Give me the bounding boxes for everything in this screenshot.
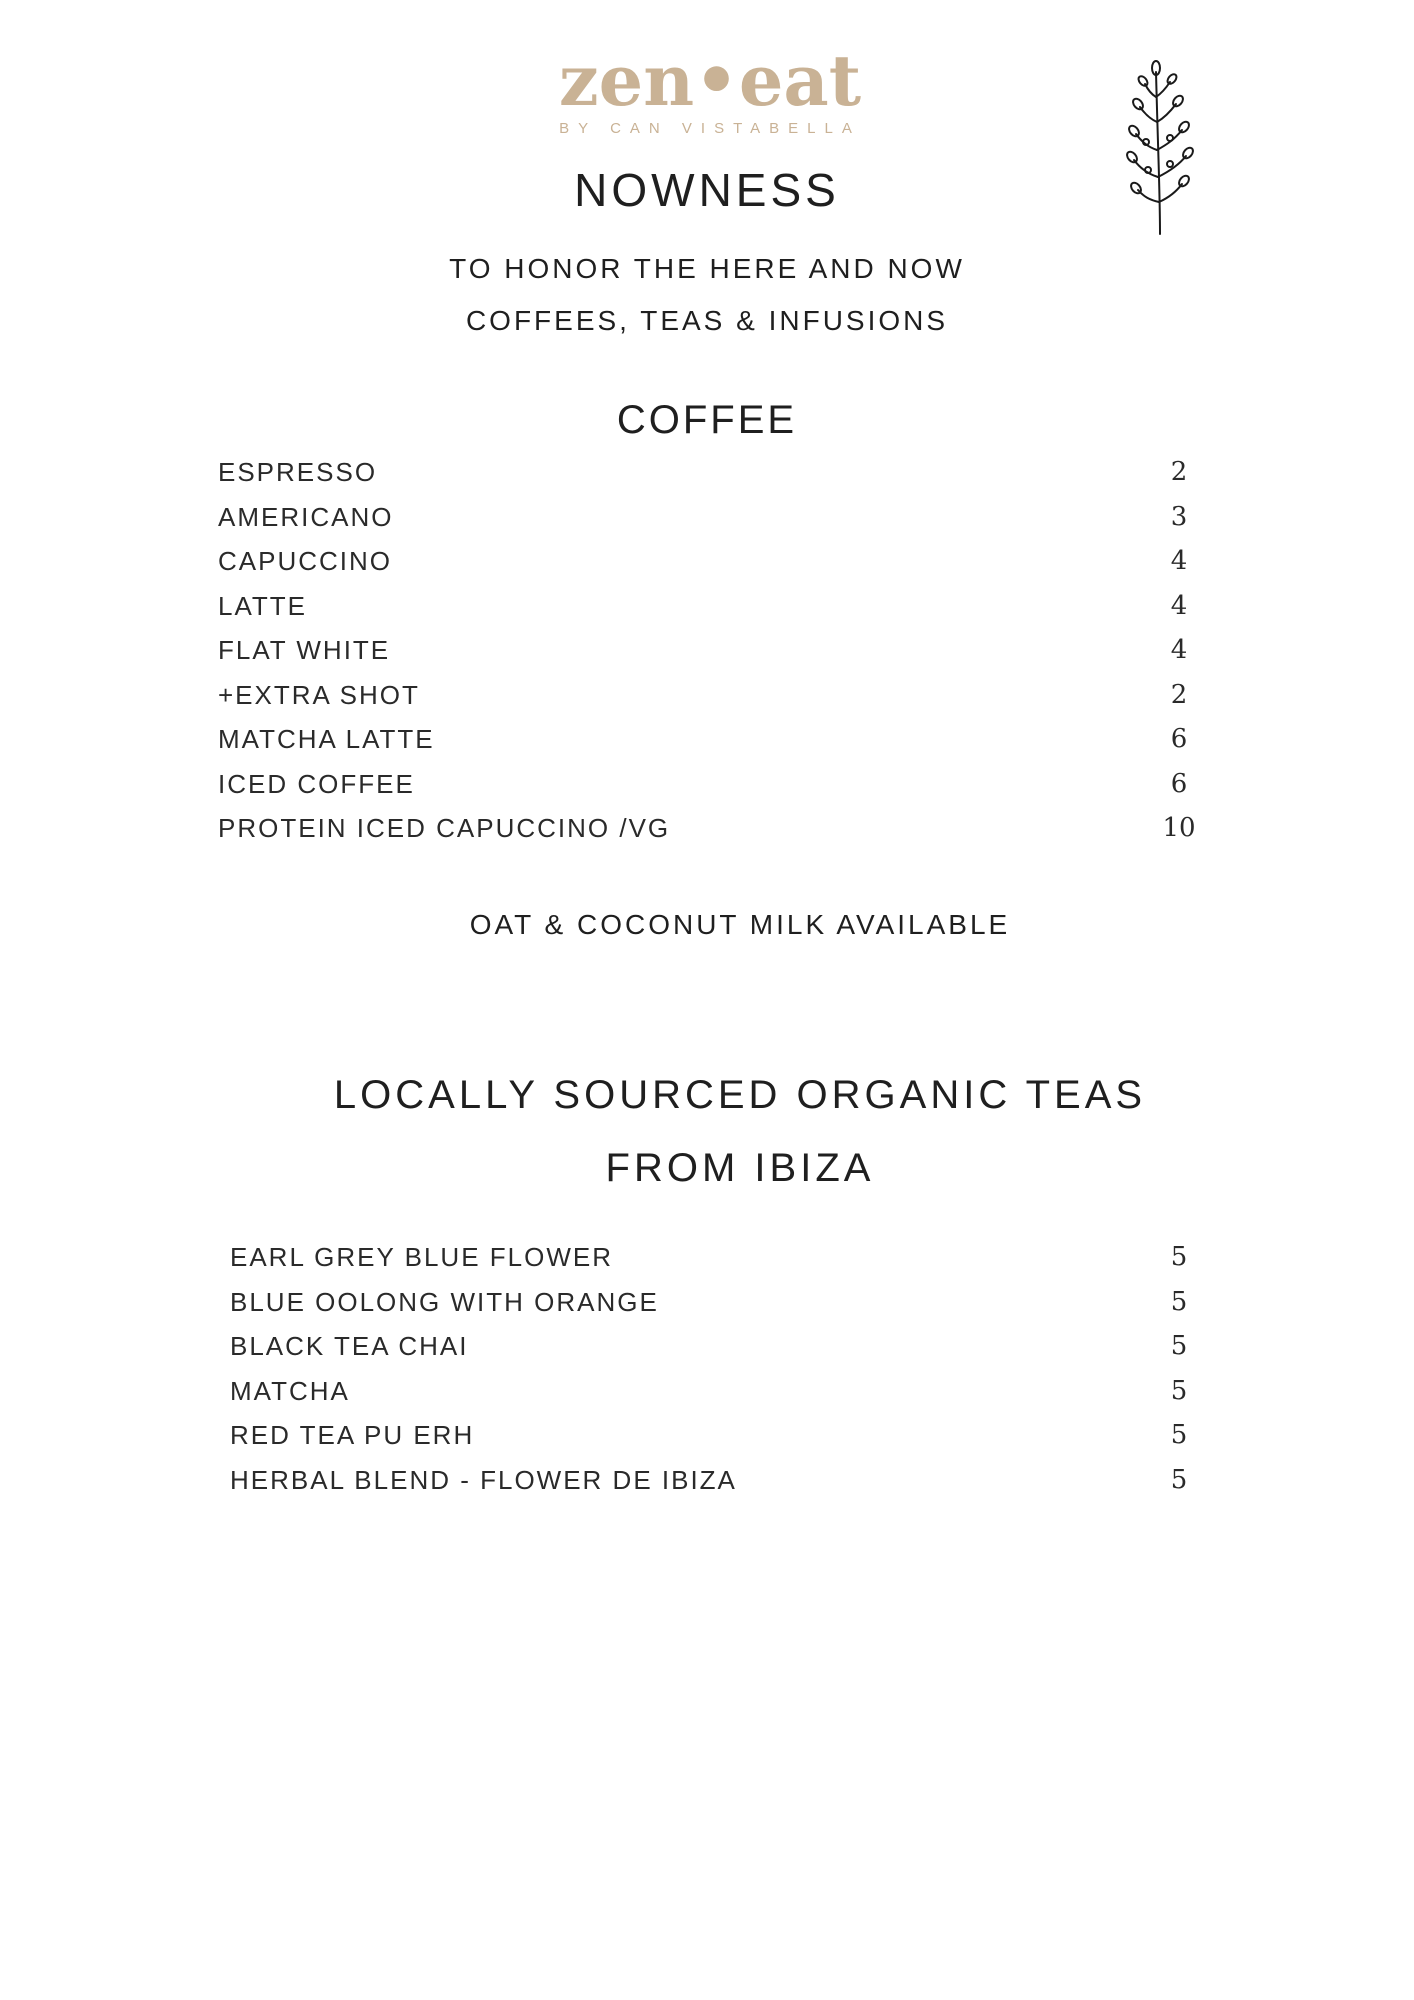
item-name: +EXTRA SHOT [218,679,420,710]
menu-item [230,1458,1199,1503]
menu-item [218,628,1199,673]
tagline-primary: TO HONOR THE HERE AND NOW [449,253,965,284]
item-name: HERBAL BLEND - FLOWER DE IBIZA [230,1464,737,1495]
item-price: 10 [1162,813,1196,843]
item-price: 4 [1170,635,1188,665]
item-price: 4 [1170,546,1188,576]
teas-section-title: LOCALLY SOURCED ORGANIC TEAS [333,1073,1147,1117]
menu-item [218,806,1199,851]
menu-item [218,450,1199,495]
item-price: 6 [1170,724,1188,754]
coffee-section-title: COFFEE [616,398,798,442]
item-name: PROTEIN ICED CAPUCCINO /VG [218,813,671,843]
menu-item [230,1324,1199,1369]
item-name: BLACK TEA CHAI [230,1331,469,1361]
tagline-secondary: COFFEES, TEAS & INFUSIONS [465,305,949,336]
item-name: FLAT WHITE [218,635,391,665]
item-name: MATCHA LATTE [218,724,435,754]
item-price: 5 [1170,1286,1188,1317]
logo-wordmark: zen•eat [558,39,862,122]
menu-item [230,1413,1199,1458]
item-price: 6 [1170,768,1188,799]
item-price: 5 [1170,1242,1188,1272]
logo-subtitle: BY CAN VISTABELLA [559,120,861,137]
menu-item [218,539,1199,584]
menu-item [230,1235,1199,1280]
menu-item [218,762,1199,807]
coffee-menu-list [218,450,1199,851]
item-price: 5 [1170,1464,1188,1495]
tea-menu-list [230,1235,1199,1502]
menu-item [230,1280,1199,1325]
teas-section-subtitle: FROM IBIZA [605,1146,875,1190]
item-name: LATTE [218,590,307,621]
item-name: AMERICANO [218,501,394,532]
item-name: EARL GREY BLUE FLOWER [230,1242,613,1272]
menu-item [218,673,1199,718]
menu-item [230,1369,1199,1414]
item-price: 2 [1170,457,1188,487]
page-title: NOWNESS [574,164,840,216]
item-name: ESPRESSO [218,457,378,487]
item-name: BLUE OOLONG WITH ORANGE [230,1286,659,1317]
milk-availability-note: OAT & COCONUT MILK AVAILABLE [469,909,1011,940]
item-price: 2 [1170,679,1188,710]
item-name: ICED COFFEE [218,768,415,799]
item-price: 4 [1170,590,1188,621]
menu-item [218,717,1199,762]
item-price: 5 [1170,1375,1188,1406]
item-name: MATCHA [230,1375,350,1406]
menu-item [218,584,1199,629]
item-name: CAPUCCINO [218,546,393,576]
menu-item [218,495,1199,540]
item-name: RED TEA PU ERH [230,1420,475,1450]
item-price: 5 [1170,1420,1188,1450]
item-price: 5 [1170,1331,1188,1361]
brand-logo [540,40,880,150]
item-price: 3 [1170,501,1188,532]
